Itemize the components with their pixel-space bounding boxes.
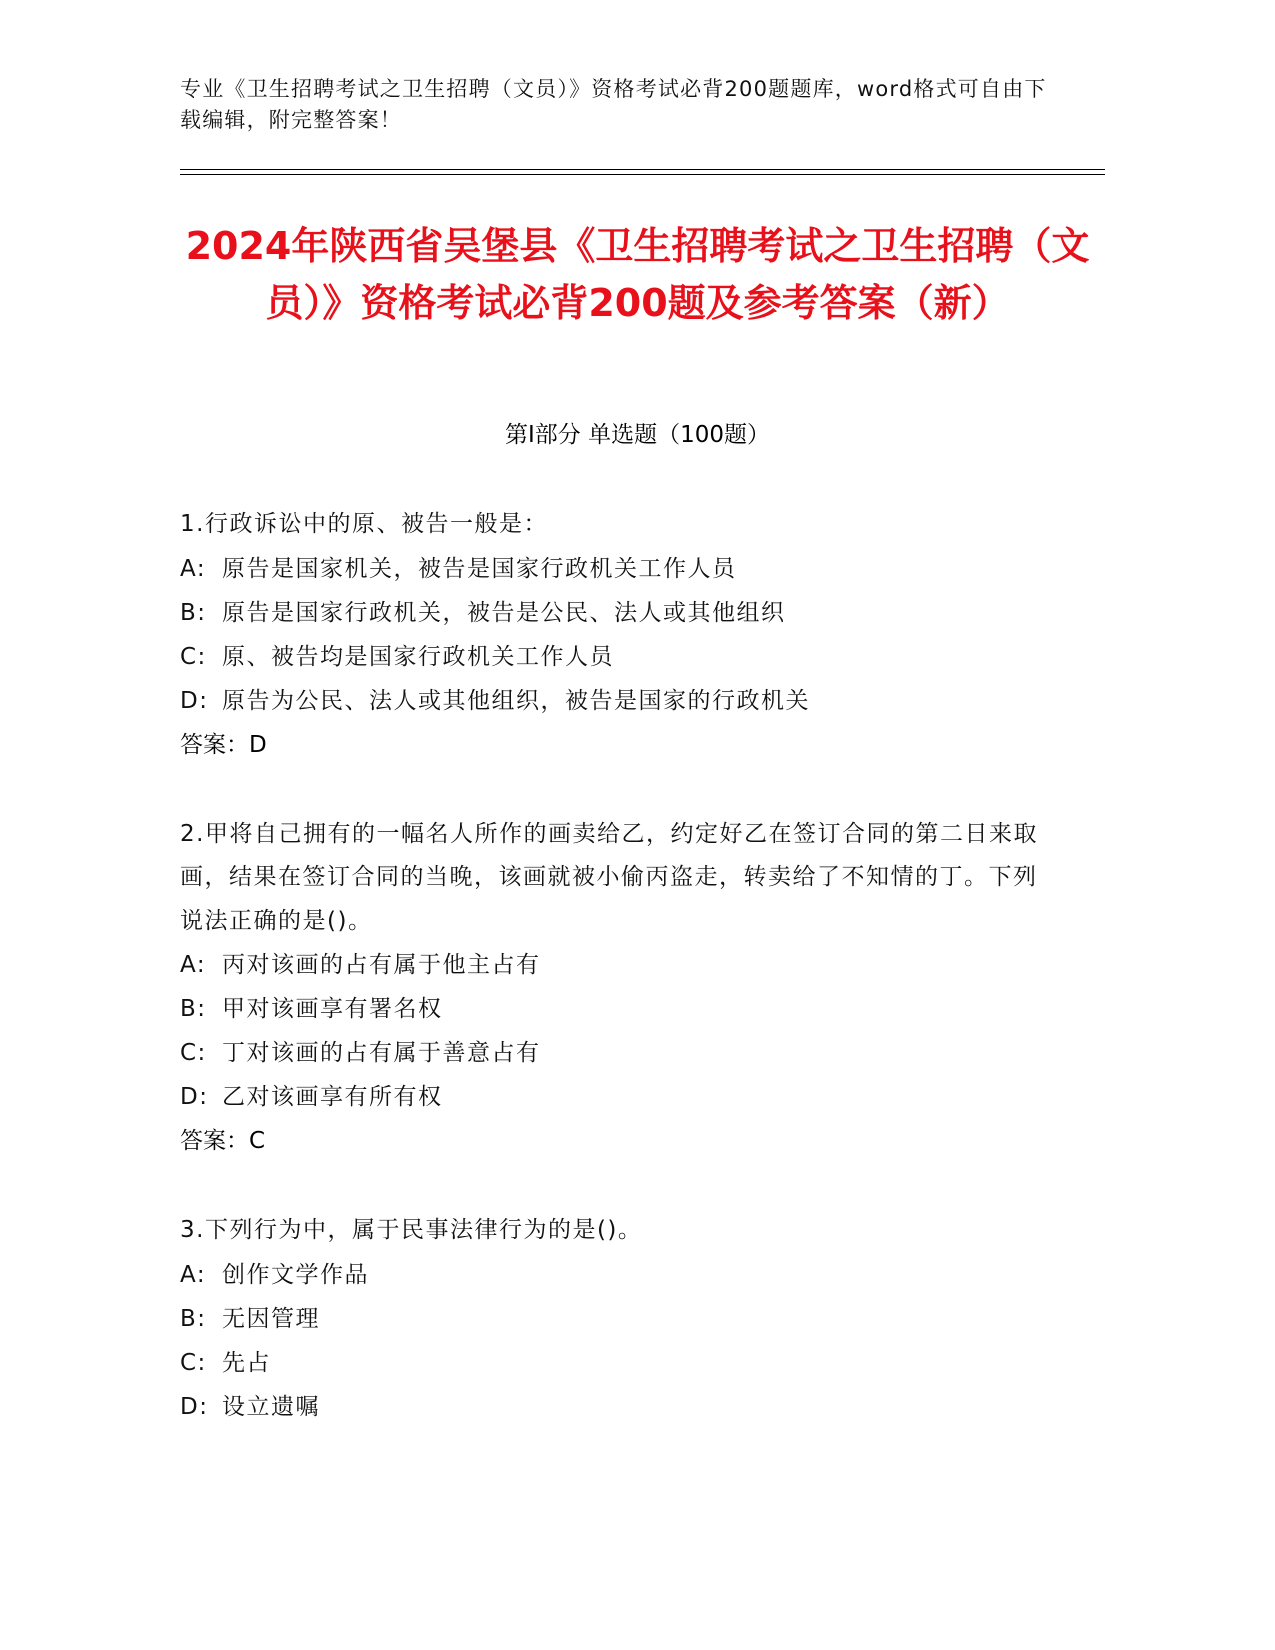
- answer-label: 答案：D: [180, 731, 267, 758]
- question-1: [180, 503, 1060, 767]
- header-divider-thin: [180, 169, 1105, 170]
- option-key: D:: [180, 687, 209, 714]
- header-divider-thick: [180, 174, 1105, 175]
- option-text: 创作文学作品: [222, 1261, 369, 1288]
- option-key: B:: [180, 599, 207, 626]
- option-key: A:: [180, 952, 207, 978]
- option-text: 乙对该画享有所有权: [222, 1084, 443, 1110]
- option-a: [180, 547, 1060, 591]
- option-key: D:: [180, 1084, 209, 1110]
- question-list: [180, 503, 1060, 1475]
- option-d: [180, 1075, 1060, 1119]
- option-a: [180, 943, 1060, 987]
- option-text: 甲对该画享有署名权: [222, 996, 443, 1022]
- option-text: 原告为公民、法人或其他组织，被告是国家的行政机关: [222, 687, 810, 714]
- option-key: B:: [180, 1305, 207, 1332]
- option-d: [180, 1385, 1060, 1429]
- option-c: [180, 1031, 1060, 1075]
- option-b: [180, 591, 1060, 635]
- question-3: [180, 1209, 1060, 1429]
- option-key: D:: [180, 1393, 209, 1420]
- option-key: A:: [180, 555, 207, 582]
- option-text: 原、被告均是国家行政机关工作人员: [222, 643, 614, 670]
- option-key: C:: [180, 643, 207, 670]
- option-a: [180, 1253, 1060, 1297]
- document-title: 2024年陕西省吴堡县《卫生招聘考试之卫生招聘（文员）》资格考试必背200题及参考答案（新）: [185, 224, 1090, 325]
- question-2: [180, 813, 1060, 1164]
- option-text: 丙对该画的占有属于他主占有: [222, 952, 541, 978]
- header-note: 专业《卫生招聘考试之卫生招聘（文员）》资格考试必背200题题库，word格式可自由下载编辑，附完整答案！: [180, 77, 1047, 132]
- option-text: 丁对该画的占有属于善意占有: [222, 1040, 541, 1066]
- option-key: C:: [180, 1349, 207, 1376]
- option-text: 先占: [222, 1349, 271, 1376]
- question-stem: 3.下列行为中，属于民事法律行为的是()。: [180, 1217, 643, 1243]
- option-b: [180, 987, 1060, 1031]
- option-key: C:: [180, 1040, 207, 1066]
- option-c: [180, 1341, 1060, 1385]
- section-title: 第Ⅰ部分 单选题（100题）: [505, 422, 770, 448]
- answer-label: 答案：C: [180, 1128, 266, 1154]
- option-d: [180, 679, 1060, 723]
- option-b: [180, 1297, 1060, 1341]
- option-text: 设立遗嘱: [222, 1393, 320, 1420]
- question-stem: 1.行政诉讼中的原、被告一般是：: [180, 511, 548, 537]
- option-text: 无因管理: [222, 1305, 320, 1332]
- question-stem: 2.甲将自己拥有的一幅名人所作的画卖给乙，约定好乙在签订合同的第二日来取画，结果在签订合同的当晚，该画就被小偷丙盗走，转卖给了不知情的丁。下列说法正确的是()。: [180, 820, 1038, 934]
- option-key: A:: [180, 1261, 207, 1288]
- option-text: 原告是国家行政机关，被告是公民、法人或其他组织: [222, 599, 786, 626]
- option-c: [180, 635, 1060, 679]
- option-text: 原告是国家机关，被告是国家行政机关工作人员: [222, 555, 737, 582]
- option-key: B:: [180, 996, 207, 1022]
